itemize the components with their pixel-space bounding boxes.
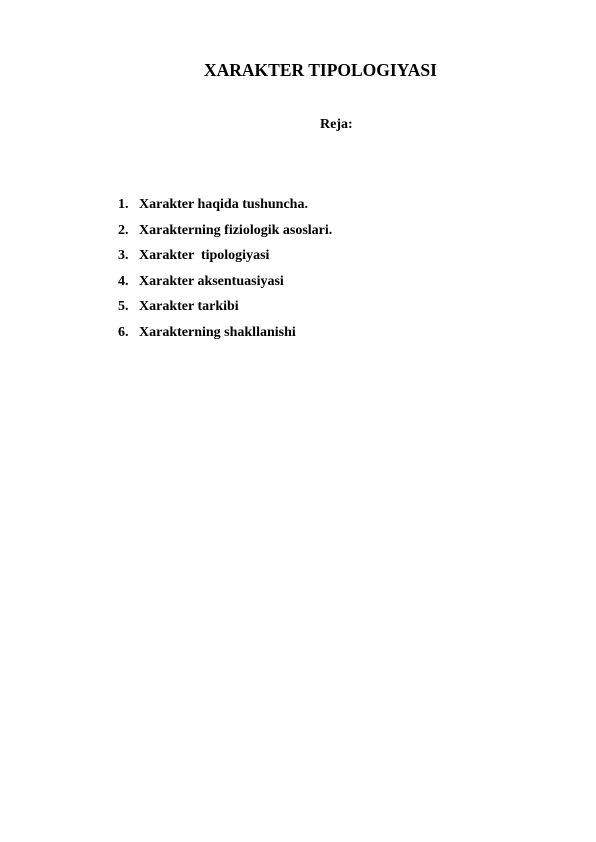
plan-item-number: 2. xyxy=(118,222,129,238)
plan-item-text: Xarakterning fiziologik asoslari. xyxy=(139,222,333,238)
plan-item-text: Xarakter haqida tushuncha. xyxy=(139,197,308,212)
plan-item-text: Xarakter tipologiyasi xyxy=(139,248,270,264)
plan-item-text: Xarakter aksentuasiyasi xyxy=(139,273,284,289)
plan-item xyxy=(118,324,332,350)
plan-item xyxy=(118,273,332,299)
plan-item-number: 1. xyxy=(118,197,129,212)
plan-item-text: Xarakter tarkibi xyxy=(139,299,239,315)
plan-item-number: 3. xyxy=(118,248,129,264)
plan-heading: Reja: xyxy=(320,117,353,132)
plan-item xyxy=(118,196,332,222)
plan-item-text: Xarakterning shakllanishi xyxy=(139,324,296,340)
plan-item xyxy=(118,222,332,248)
plan-list xyxy=(118,196,332,350)
plan-item-number: 5. xyxy=(118,299,129,315)
plan-item xyxy=(118,247,332,273)
plan-item-number: 4. xyxy=(118,273,129,289)
document-title: XARAKTER TIPOLOGIYASI xyxy=(204,60,437,80)
plan-item xyxy=(118,298,332,324)
plan-item-number: 6. xyxy=(118,324,129,340)
